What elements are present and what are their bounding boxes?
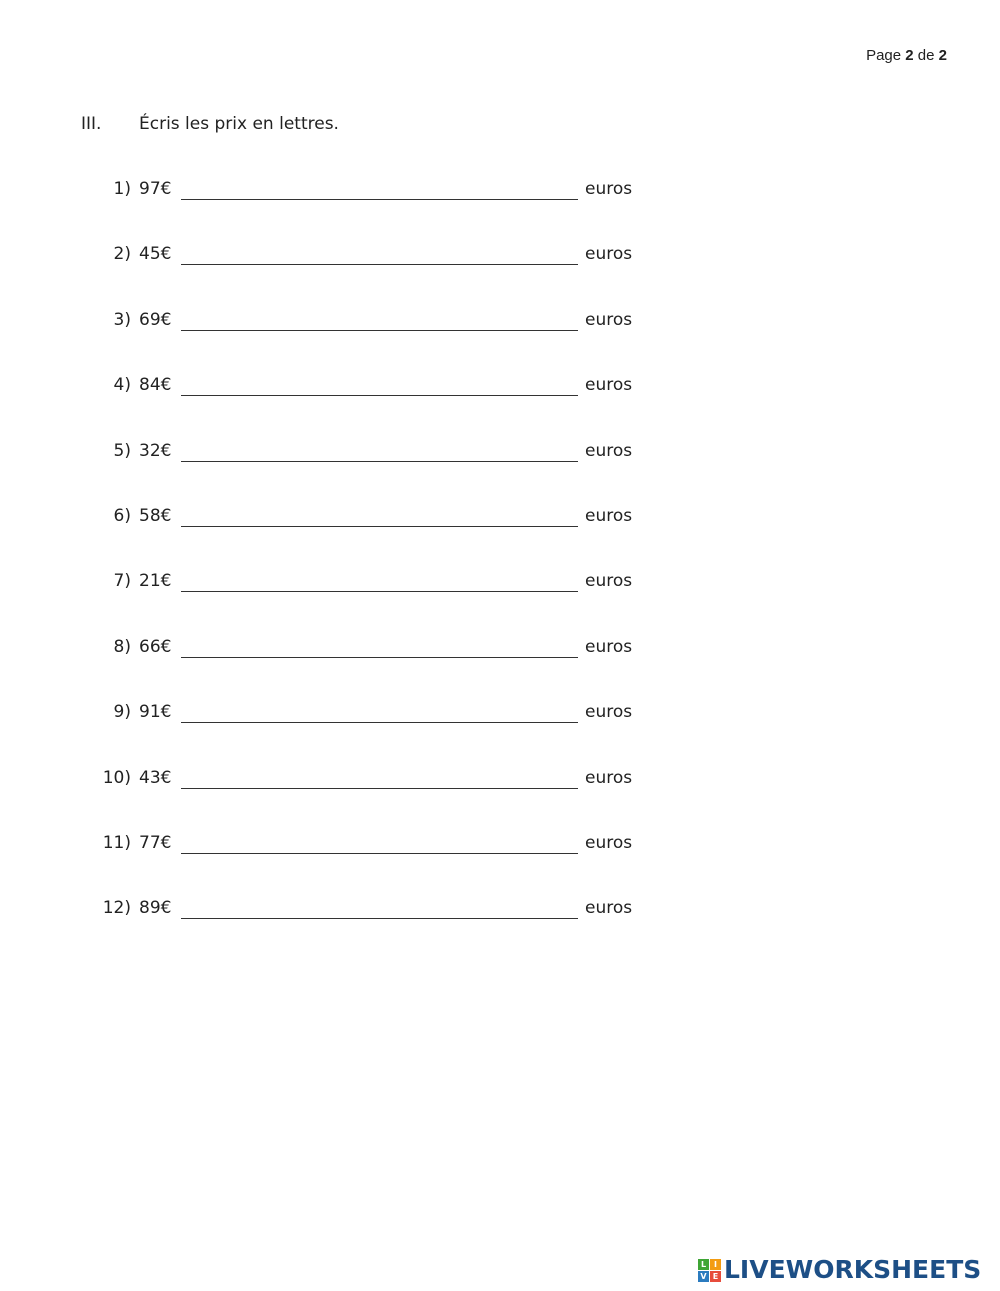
answer-line[interactable]	[181, 788, 578, 789]
answer-line[interactable]	[181, 264, 578, 265]
exercise-item	[0, 634, 700, 699]
item-number: 1)	[113, 179, 131, 199]
item-price: 43€	[139, 767, 172, 788]
item-number: 4)	[113, 375, 131, 396]
item-number: 5)	[113, 440, 131, 461]
item-price: 97€	[139, 179, 172, 199]
logo-tile: I	[710, 1259, 721, 1270]
item-number: 10)	[102, 767, 131, 788]
item-price: 69€	[139, 309, 172, 330]
exercise-item	[0, 241, 700, 306]
logo-text: LIVEWORKSHEETS	[724, 1255, 982, 1284]
page-label: Page	[866, 47, 902, 64]
exercise-item	[0, 568, 700, 633]
answer-line[interactable]	[181, 853, 578, 854]
exercise-item	[0, 372, 700, 437]
liveworksheets-logo[interactable]	[698, 1256, 981, 1284]
item-number: 8)	[113, 636, 131, 657]
item-price: 66€	[139, 636, 172, 657]
logo-tile: V	[698, 1271, 709, 1282]
item-unit: euros	[585, 636, 633, 657]
item-number: 7)	[113, 571, 131, 592]
answer-line[interactable]	[181, 526, 578, 527]
answer-line[interactable]	[181, 330, 578, 331]
page-of-label: de	[917, 47, 935, 64]
page-current: 2	[905, 47, 914, 64]
item-number: 3)	[113, 309, 131, 330]
exercise-item	[0, 438, 700, 503]
answer-line[interactable]	[181, 657, 578, 658]
section-number: III.	[81, 114, 102, 134]
section-instruction: Écris les prix en lettres.	[139, 114, 339, 134]
answer-line[interactable]	[181, 722, 578, 723]
item-number: 2)	[113, 244, 131, 265]
section-heading	[81, 114, 339, 134]
item-price: 32€	[139, 440, 172, 461]
exercise-item	[0, 765, 700, 830]
item-price: 89€	[139, 898, 172, 919]
item-price: 84€	[139, 375, 172, 396]
item-unit: euros	[585, 309, 633, 330]
item-price: 77€	[139, 832, 172, 853]
exercise-item	[0, 503, 700, 568]
item-number: 6)	[113, 505, 131, 526]
item-unit: euros	[585, 244, 633, 265]
answer-line[interactable]	[181, 395, 578, 396]
exercise-list	[0, 176, 700, 961]
exercise-item	[0, 176, 700, 241]
item-number: 9)	[113, 702, 131, 723]
exercise-item	[0, 895, 700, 960]
item-price: 58€	[139, 505, 172, 526]
exercise-item	[0, 699, 700, 764]
item-unit: euros	[585, 832, 633, 853]
item-unit: euros	[585, 375, 633, 396]
page-number	[866, 47, 947, 64]
item-number: 12)	[102, 898, 131, 919]
item-price: 21€	[139, 571, 172, 592]
item-price: 45€	[139, 244, 172, 265]
logo-tiles-icon	[698, 1259, 721, 1282]
item-number: 11)	[102, 832, 131, 853]
exercise-item	[0, 307, 700, 372]
answer-line[interactable]	[181, 918, 578, 919]
item-unit: euros	[585, 571, 633, 592]
item-price: 91€	[139, 702, 172, 723]
item-unit: euros	[585, 505, 633, 526]
answer-line[interactable]	[181, 199, 578, 200]
exercise-item	[0, 830, 700, 895]
item-unit: euros	[585, 767, 633, 788]
page-total: 2	[938, 47, 947, 64]
item-unit: euros	[585, 702, 633, 723]
item-unit: euros	[585, 179, 633, 199]
logo-tile: L	[698, 1259, 709, 1270]
item-unit: euros	[585, 898, 633, 919]
answer-line[interactable]	[181, 591, 578, 592]
logo-tile: E	[710, 1271, 721, 1282]
answer-line[interactable]	[181, 461, 578, 462]
item-unit: euros	[585, 440, 633, 461]
